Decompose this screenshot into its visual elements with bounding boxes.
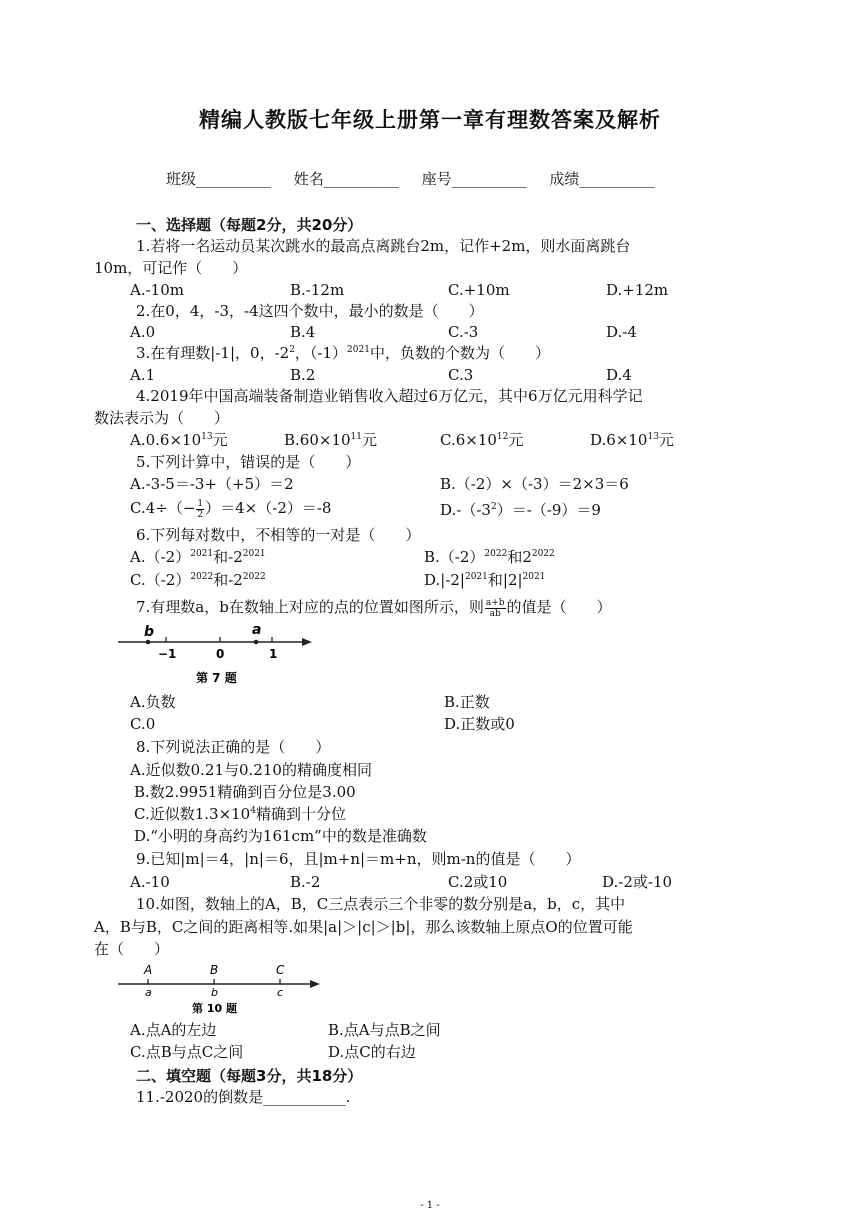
- q5-option-d: $D.-(-3^2)=-(-9)=9$: [440, 501, 601, 519]
- q3-option-b: B.2: [290, 366, 316, 384]
- q5-option-c: C.4÷（− $\frac{1}{2}$ ）＝4×（-2）＝-8: [130, 498, 332, 520]
- section-heading-fill-in: 二、填空题（每题3分，共18分）: [136, 1067, 363, 1085]
- seat-field: 座号__________: [421, 170, 527, 188]
- q1-option-a: A.-10m: [130, 281, 184, 299]
- q2-stem: 2.在0，4，-3，-4这四个数中，最小的数是（ ）: [136, 302, 484, 320]
- document-title: 精编人教版七年级上册第一章有理数答案及解析: [199, 108, 661, 132]
- point-a: [254, 640, 259, 645]
- axis-arrow: [310, 980, 320, 988]
- q8-option-d: D.“小明的身高约为161cm”中的数是准确数: [134, 827, 427, 845]
- point-label-A: A: [144, 963, 153, 977]
- q7-number-line-figure: [114, 620, 314, 688]
- q2-option-d: D.-4: [606, 323, 637, 341]
- q3-option-c: C.3: [448, 366, 474, 384]
- q8-option-c: C.近似数$1.3\times 10^4$精确到十分位: [134, 805, 346, 823]
- q7-option-b: B.正数: [444, 693, 490, 711]
- q10-option-a: A.点A的左边: [130, 1021, 217, 1039]
- tick-label-zero: 0: [216, 647, 225, 661]
- q6-option-a: $A.(-2)^{2021}$和$-2^{2021}$: [130, 548, 266, 566]
- q9-option-a: A.-10: [130, 873, 170, 891]
- value-label-b: b: [211, 986, 218, 999]
- q1-option-c: C.+10m: [448, 281, 510, 299]
- q6-option-b: $B.(-2)^{2022}$和$2^{2022}$: [424, 548, 555, 566]
- section-heading-choice: 一、选择题（每题2分，共20分）: [136, 216, 363, 234]
- q10-stem-line2: A，B与B，C之间的距离相等.如果|a|＞|c|＞|b|，那么该数轴上原点O的位置可能: [94, 918, 633, 936]
- q2-option-a: A.0: [130, 323, 156, 341]
- q7-option-d: D.正数或0: [444, 715, 515, 733]
- q1-stem-line1: 1.若将一名运动员某次跳水的最高点离跳台2m，记作+2m，则水面离跳台: [136, 237, 631, 255]
- q10-stem-line1: 10.如图，数轴上的A，B，C三点表示三个非零的数分别是a，b，c，其中: [136, 895, 626, 913]
- q8-option-b: B.数2.9951精确到百分位是3.00: [134, 783, 356, 801]
- q8-option-a: A.近似数0.21与0.210的精确度相同: [130, 761, 372, 779]
- figure-caption: 第 7 题: [196, 671, 237, 685]
- q1-stem-line2: 10m，可记作（ ）: [94, 259, 248, 277]
- q3-option-a: A.1: [130, 366, 156, 384]
- name-field: 姓名__________: [293, 170, 399, 188]
- score-field: 成绩__________: [549, 170, 655, 188]
- q9-option-d: D.-2或-10: [602, 873, 673, 891]
- q1-option-d: D.+12m: [606, 281, 669, 299]
- q10-stem-line3: 在（ ）: [94, 940, 170, 958]
- figure-caption: 第 10 题: [192, 1002, 237, 1015]
- q10-option-d: D.点C的右边: [328, 1043, 416, 1061]
- q11-stem: 11.-2020的倒数是___________.: [136, 1088, 351, 1106]
- point-label-B: B: [210, 963, 219, 977]
- label-b: b: [144, 624, 155, 640]
- point-b: [146, 640, 151, 645]
- tick-label-one: 1: [269, 647, 278, 661]
- q2-option-b: B.4: [290, 323, 316, 341]
- q10-number-line-figure: [114, 958, 326, 1016]
- q4-option-d: $D.6\times 10^{13}$元: [590, 431, 674, 449]
- q4-stem-line1: 4.2019年中国高端装备制造业销售收入超过6万亿元，其中6万亿元用科学记: [136, 387, 643, 405]
- q10-option-c: C.点B与点C之间: [130, 1043, 244, 1061]
- q7-option-a: A.负数: [130, 693, 176, 711]
- q5-option-a: A.-3-5＝-3+（+5）＝2: [130, 475, 294, 493]
- q1-option-b: B.-12m: [290, 281, 345, 299]
- q5-stem: 5.下列计算中，错误的是（ ）: [136, 453, 361, 471]
- q6-stem: 6.下列每对数中，不相等的一对是（ ）: [136, 526, 421, 544]
- q3-stem: 3.在有理数|-1|，0，$-2^2$，$(-1)^{2021}$中，负数的个数为（ ）: [136, 344, 550, 362]
- q4-option-a: $A.0.6\times 10^{13}$元: [130, 431, 228, 449]
- class-field: 班级__________: [166, 170, 272, 188]
- value-label-a: a: [145, 986, 152, 999]
- point-label-C: C: [276, 963, 285, 977]
- q6-option-d: $D.|-2|^{2021}$和$|2|^{2021}$: [424, 571, 546, 589]
- value-label-c: c: [277, 986, 284, 999]
- q2-option-c: C.-3: [448, 323, 479, 341]
- label-a: a: [252, 622, 262, 638]
- student-info-row: [166, 168, 672, 189]
- tick-label-minus-one: −1: [158, 647, 177, 661]
- fraction-a-plus-b-over-ab: $\frac{a+b}{ab}$: [485, 597, 505, 619]
- q4-option-b: $B.60\times 10^{11}$元: [284, 431, 378, 449]
- q4-stem-line2: 数法表示为（ ）: [94, 409, 230, 427]
- q3-option-d: D.4: [606, 366, 632, 384]
- q9-stem: 9.已知|m|＝4，|n|＝6，且|m+n|＝m+n，则m-n的值是（ ）: [136, 850, 581, 868]
- page-number: - 1 -: [420, 1200, 440, 1211]
- q7-stem: 7.有理数a，b在数轴上对应的点的位置如图所示，则 $\frac{a+b}{ab}$ 的值是（ ）: [136, 597, 612, 619]
- fraction-one-half: $\frac{1}{2}$: [197, 498, 204, 520]
- q5-option-b: B.（-2）×（-3）＝2×3＝6: [440, 475, 629, 493]
- q6-option-c: $C.(-2)^{2022}$和$-2^{2022}$: [130, 571, 266, 589]
- q9-option-b: B.-2: [290, 873, 321, 891]
- axis-arrow: [302, 638, 312, 646]
- q10-option-b: B.点A与点B之间: [328, 1021, 441, 1039]
- q4-option-c: $C.6\times 10^{12}$元: [440, 431, 524, 449]
- q8-stem: 8.下列说法正确的是（ ）: [136, 738, 331, 756]
- q7-option-c: C.0: [130, 715, 156, 733]
- q9-option-c: C.2或10: [448, 873, 508, 891]
